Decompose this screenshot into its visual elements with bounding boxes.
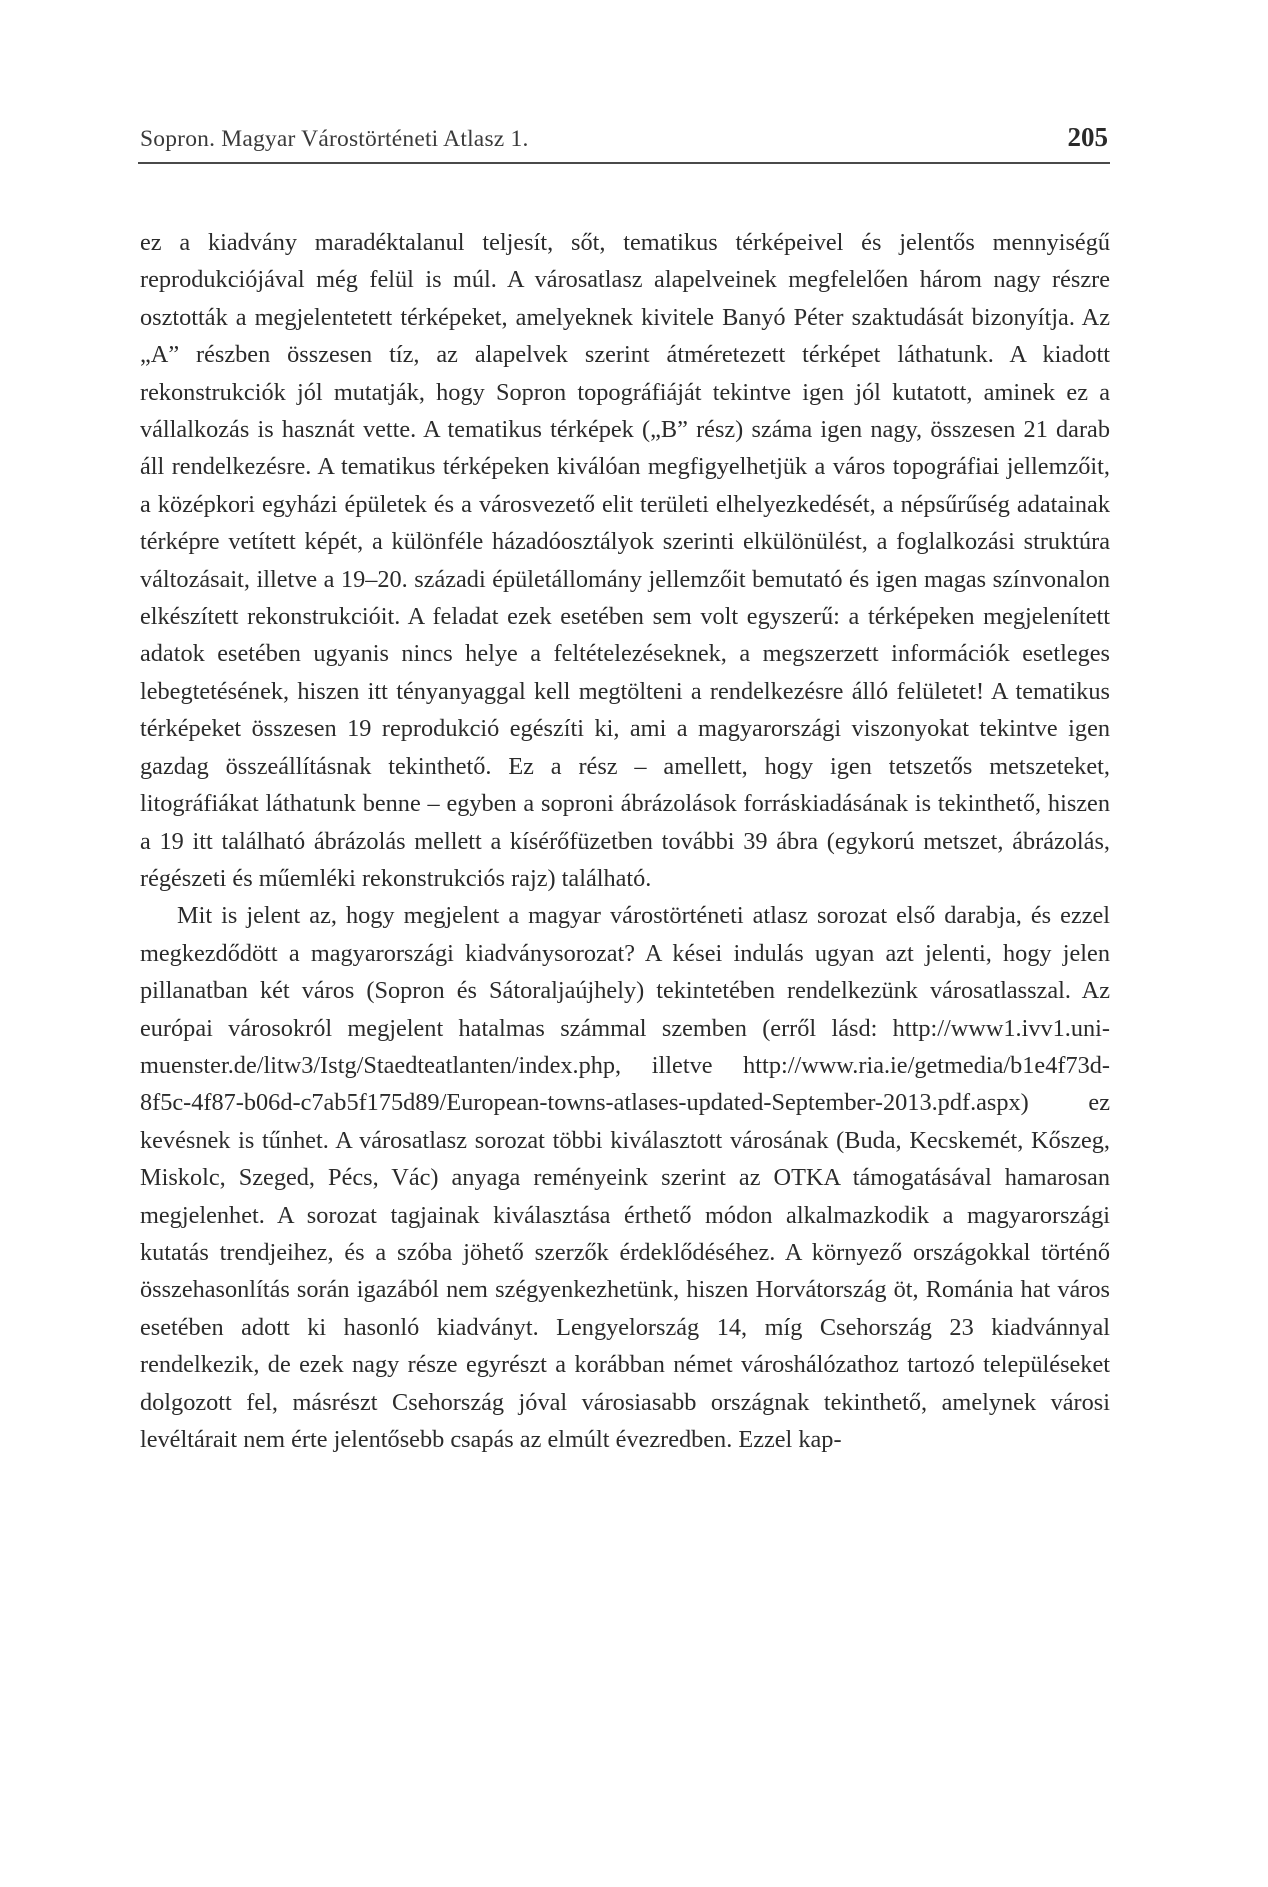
page-number: 205 xyxy=(1067,122,1108,152)
header-title: Sopron. Magyar Várostörténeti Atlasz 1. xyxy=(140,126,529,152)
running-header xyxy=(138,122,1110,164)
paragraph-2: Mit is jelent az, hogy megjelent a magyar várostörténeti atlasz sorozat első darabja, és ezzel megkezdődött a magyarországi kiadványsorozat? A kései indulás ugyan azt jelenti, hogy jelen pillanatban két város (Sopron és Sátoraljaújhely) tekintetében rendelkezünk városatlasszal. Az európai városokról megjelent hatalmas számmal szemben (erről lásd: http://www1.ivv1.uni-muenster.​de/litw3/Istg/Staedteatlanten/index.php, illetve http://www.ria.ie/getmedia/​b1e4f73d-8f5c-4f87-b06d-c7ab5f175d89/European-towns-atlases-updated-​September-2013.pdf.aspx) ez kevésnek is tűnhet. A városatlasz sorozat többi kiválasztott városának (Buda, Kecskemét, Kőszeg, Miskolc, Szeged, Pécs, Vác) anyaga reményeink szerint az OTKA támogatásával hamarosan megjelenhet. A sorozat tagjainak kiválasztása érthető módon alkalmazkodik a magyarországi kutatás trendjeihez, és a szóba jöhető szerzők érdeklődéséhez. A környező országokkal történő összehasonlítás során igazából nem szégyenkezhetünk, hiszen Horvátország öt, Románia hat város esetében adott ki hasonló kiadványt. Lengyelország 14, míg Csehország 23 kiadvánnyal rendelkezik, de ezek nagy része egyrészt a korábban német városhálózathoz tartozó településeket dolgozott fel, másrészt Csehország jóval városiasabb országnak tekinthető, amelynek városi levéltárait nem érte jelentősebb csapás az elmúlt évezredben. Ezzel kap- xyxy=(140,902,1110,1453)
paragraph-1: ez a kiadvány maradéktalanul teljesít, sőt, tematikus térképeivel és jelentős mennyiségű reprodukciójával még felül is múl. A városatlasz alapelveinek megfelelően három nagy részre osztották a megjelentetett térképeket, amelyeknek kivitele Banyó Péter szaktudását bizonyítja. Az „A” részben összesen tíz, az alapelvek szerint átméretezett térképet láthatunk. A kiadott rekonstrukciók jól mutatják, hogy Sopron topográfiáját tekintve igen jól kutatott, aminek ez a vállalkozás is hasznát vette. A tematikus térképek („B” rész) száma igen nagy, összesen 21 darab áll rendelkezésre. A tematikus térképeken kiválóan megfigyelhetjük a város topográfiai jellemzőit, a középkori egyházi épületek és a városvezető elit területi elhelyezkedését, a népsűrűség adatainak térképre vetített képét, a különféle házadóosztályok szerinti elkülönülést, a foglalkozási struktúra változásait, illetve a 19–20. századi épületállomány jellemzőit bemutató és igen magas színvonalon elkészített rekonstrukcióit. A feladat ezek esetében sem volt egyszerű: a térképeken megjelenített adatok esetében ugyanis nincs helye a feltételezéseknek, a megszerzett információk esetleges lebegtetésének, hiszen itt tényanyaggal kell megtölteni a rendelkezésre álló felületet! A tematikus térképeket összesen 19 reprodukció egészíti ki, ami a magyarországi viszonyokat tekintve igen gazdag összeállításnak tekinthető. Ez a rész – amellett, hogy igen tetszetős metszeteket, litográfiákat láthatunk benne – egyben a soproni ábrázolások forráskiadásának is tekinthető, hiszen a 19 itt található ábrázolás mellett a kísérőfüzetben további 39 ábra (egykorú metszet, ábrázolás, régészeti és műemléki rekonstrukciós rajz) található. xyxy=(140,229,1110,892)
body-text xyxy=(140,224,1110,1458)
